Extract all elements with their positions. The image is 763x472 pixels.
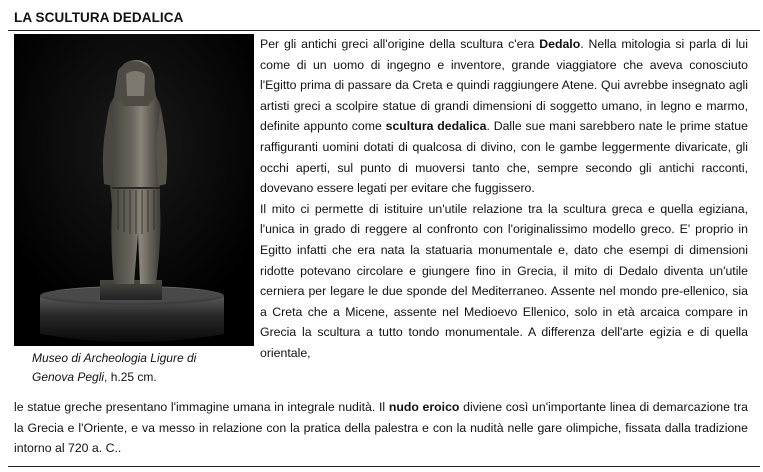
caption-line-2 xyxy=(32,368,247,387)
paragraph-2-text-b: le statue greche presentano l'immagine umana in integrale nudità. Il xyxy=(14,400,389,414)
image-caption xyxy=(32,349,247,387)
body-text-column xyxy=(260,34,748,364)
bottom-rule xyxy=(8,466,760,467)
caption-line-1: Museo di Archeologia Ligure di xyxy=(32,351,197,365)
paragraph-1-text-c: . Dalle sue mani sarebbero nate le prime statue raffiguranti uomini dotati di qualcosa di divino, con le gambe leggermente divaricate, gli occhi aperti, sul punto di muoversi tanto che, sempre secondo gli antichi racconti, dovevano essere legati per evitare che fuggissero. xyxy=(260,119,748,196)
body-text-full-width xyxy=(14,397,748,459)
keyword-dedalo: Dedalo xyxy=(539,37,581,51)
paragraph-2-text-a: Il mito ci permette di istituire un'utile relazione tra la scultura greca e quella egiziana, l'unica in grado di reggere al confronto con l'originalissimo modello greco. E' proprio in Egitto infatti che era nata la statuaria monumentale e, dato che esempi di dimensioni ridotte potevano circolare e giungere fino in Grecia, il mito di Dedalo diventa un'utile cerniera per legare le due sponde del Mediterraneo. Assente nel mondo pre-ellenico, sia a Creta che a Micene, assente nel Medioevo Ellenico, solo in età arcaica compare in Grecia la scultura a tutto tondo monumentale. A differenza dell'arte egizia e di quella orientale, xyxy=(260,201,748,360)
caption-height: , h.25 cm. xyxy=(104,370,157,384)
caption-location: Genova Pegli xyxy=(32,370,105,384)
keyword-scultura-dedalica: scultura dedalica xyxy=(385,119,487,134)
statue-photo xyxy=(14,34,254,346)
egyptian-statue-image xyxy=(14,34,254,346)
top-rule xyxy=(8,30,760,31)
paragraph-2 xyxy=(260,199,748,364)
page-title: LA SCULTURA DEDALICA xyxy=(14,10,184,25)
paragraph-1-text-b: . Nella mitologia si parla di lui come di un uomo di ingegno e inventore, grande viaggiatore che aveva conosciuto l'Egitto prima di passare da Creta e quindi raggiungere Atene. Qui avrebbe insegnato agli artisti greci a scolpire statue di grandi dimensioni di soggetto umano, in legno e marmo, definite appunto come xyxy=(260,37,748,134)
paragraph-2-text-c: diviene così un'importante linea di demarcazione tra la Grecia e l'Oriente, e va messo in relazione con la pratica della palestra e con la nudità nelle gare olimpiche, fissata dalla tradizione intorno al 720 a. C.. xyxy=(14,400,749,456)
keyword-nudo-eroico: nudo eroico xyxy=(388,400,460,414)
paragraph-1 xyxy=(260,34,748,199)
paragraph-1-text-a: Per gli antichi greci all'origine della scultura c'era xyxy=(260,37,540,51)
